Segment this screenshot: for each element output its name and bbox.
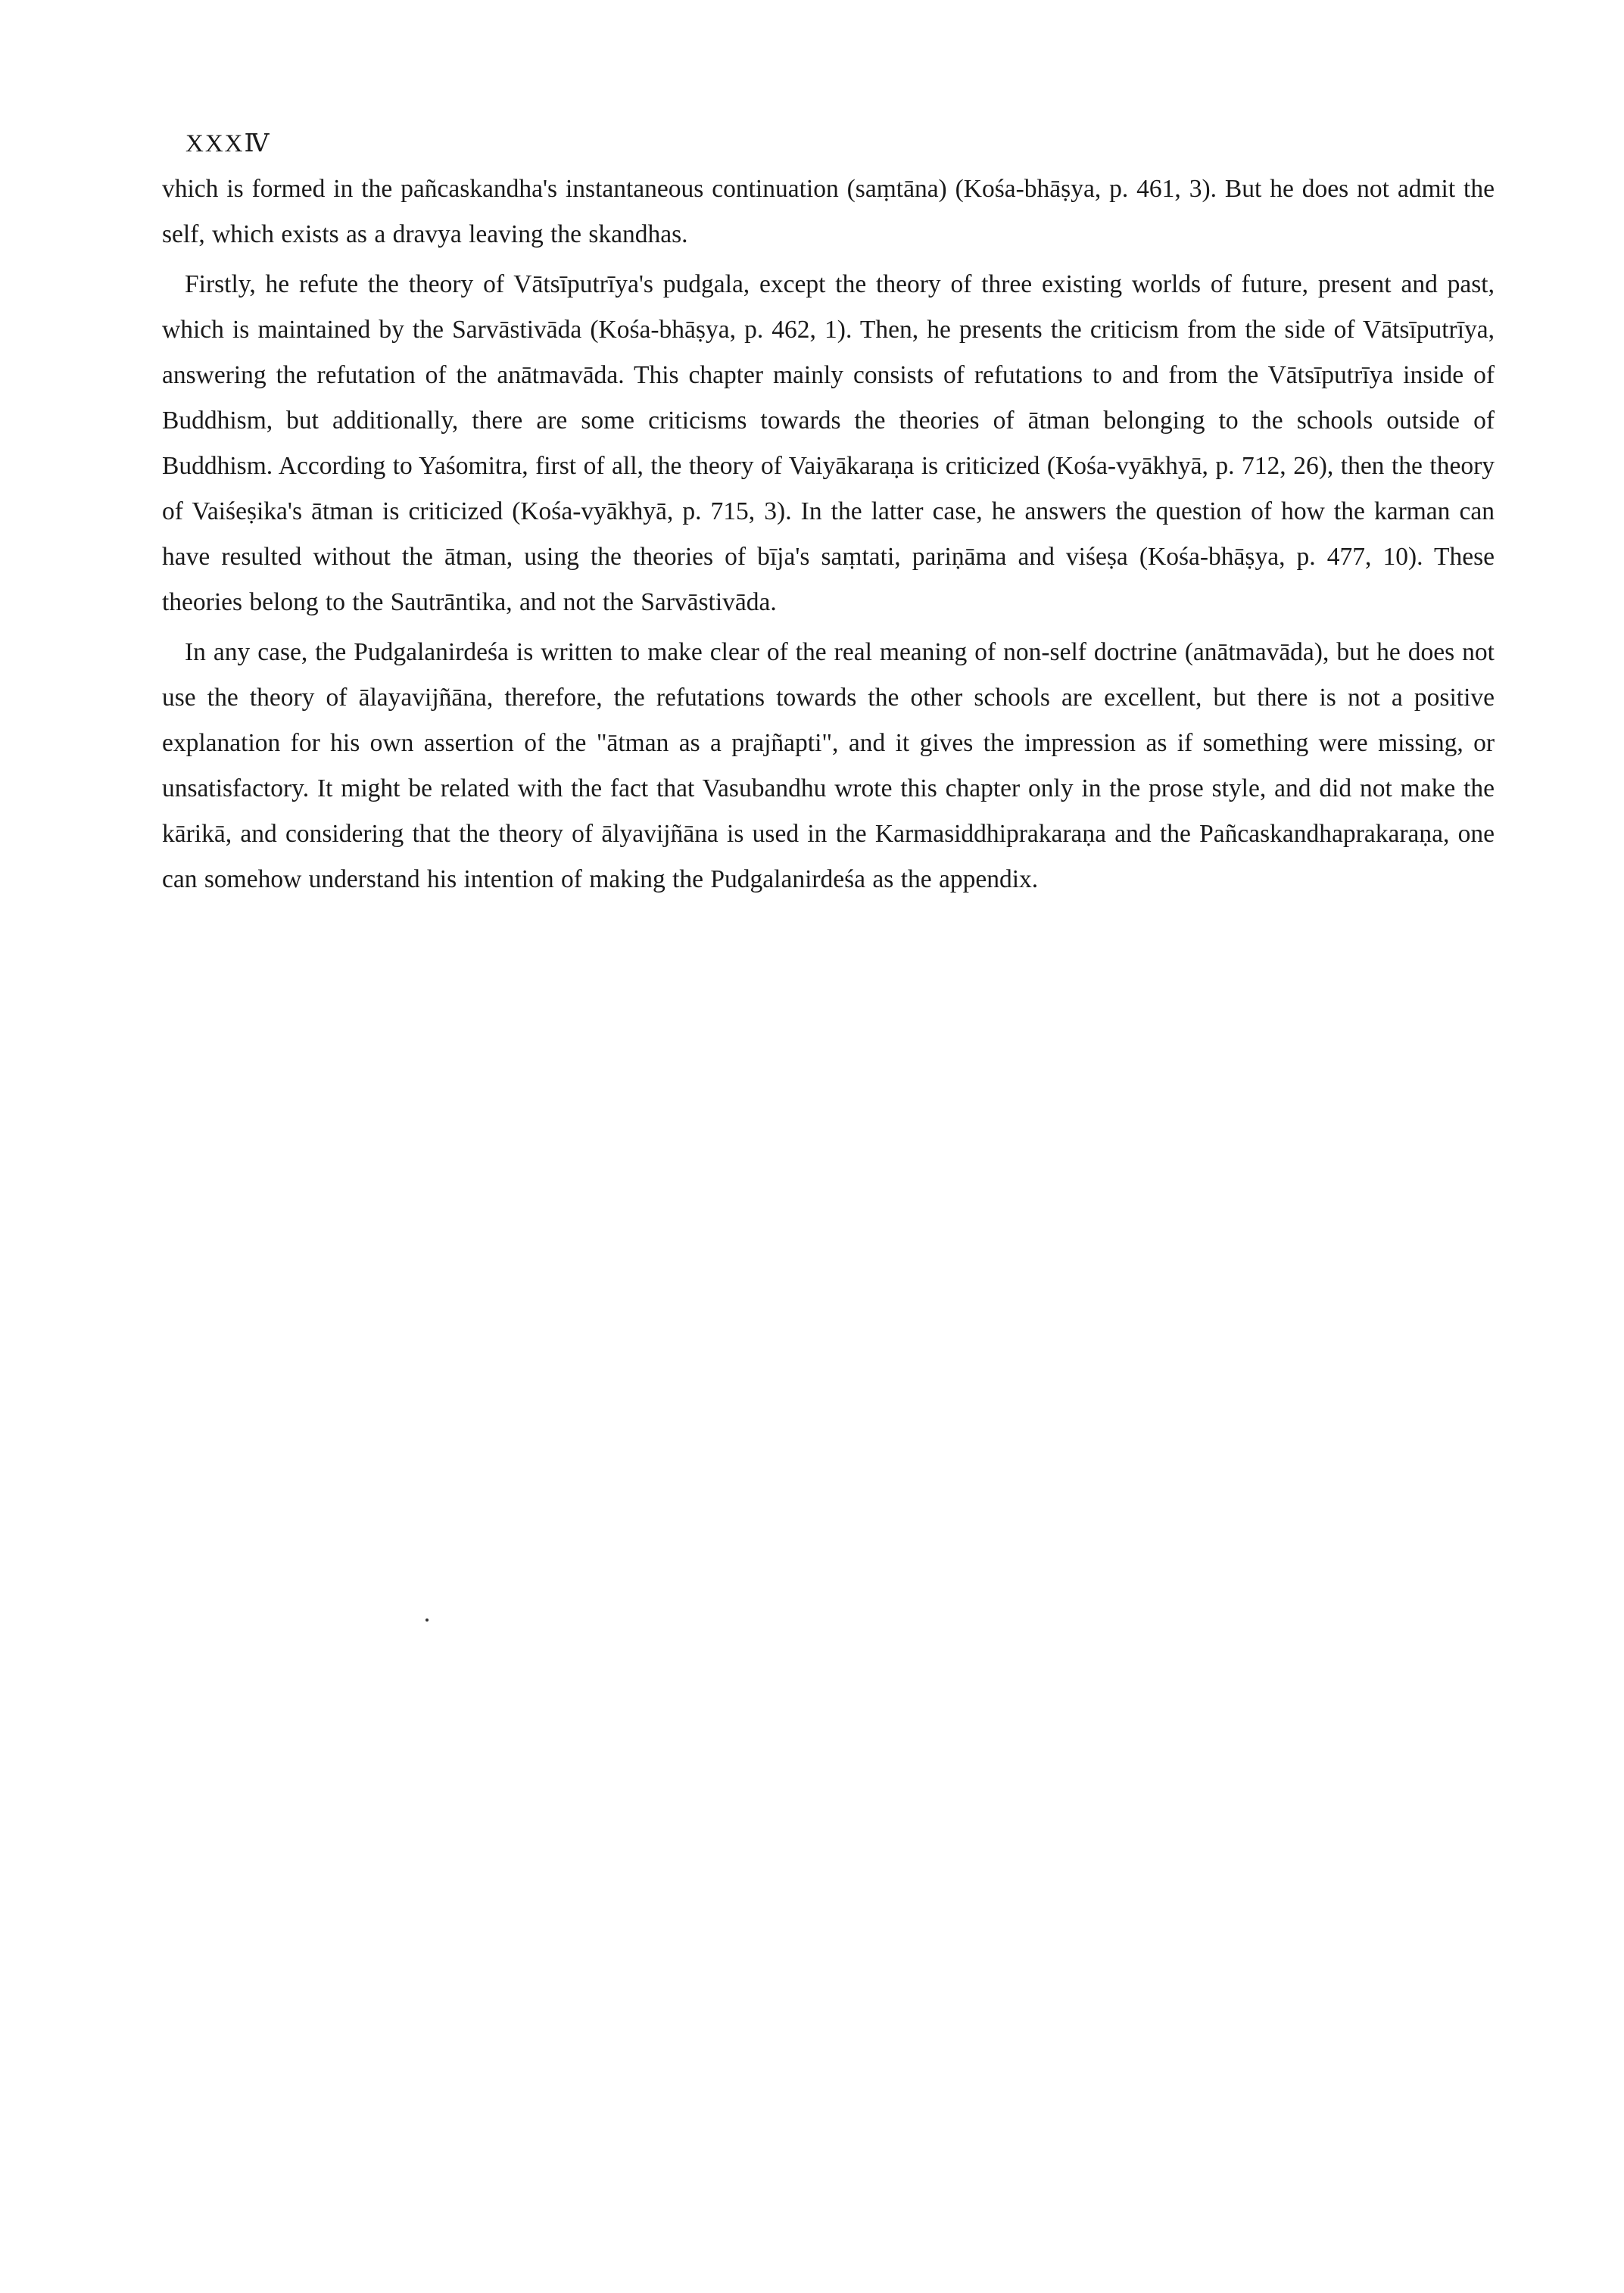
paragraph-refutation: Firstly, he refute the theory of Vātsīputrīya's pudgala, except the theory of three existing worlds of future, present and past, which is maintained by the Sarvāstivāda (Kośa-bhāṣya, p. 462, 1). Then, he presents the criticism from the side of Vātsīputrīya, answering the refutation of the anātmavāda. This chapter mainly consists of refutations to and from the Vātsīputrīya inside of Buddhism, but additionally, there are some criticisms towards the theories of ātman belonging to the schools outside of Buddhism. According to Yaśomitra, first of all, the theory of Vaiyākaraṇa is criticized (Kośa-vyākhyā, p. 712, 26), then the theory of Vaiśeṣika's ātman is criticized (Kośa-vyākhyā, p. 715, 3). In the latter case, he answers the question of how the karman can have resulted without the ātman, using the theories of bīja's saṃtati, pariṇāma and viśeṣa (Kośa-bhāṣya, p. 477, 10). These theories belong to the Sautrāntika, and not the Sarvāstivāda. bbox=[162, 270, 1495, 616]
body-text bbox=[162, 167, 1495, 907]
paragraph-conclusion: In any case, the Pudgalanirdeśa is written to make clear of the real meaning of non-self doctrine (anātmavāda), but he does not use the theory of ālayavijñāna, therefore, the refutations towards the other schools are excellent, but there is not a positive explanation for his own assertion of the "ātman as a prajñapti", and it gives the impression as if something were missing, or unsatisfactory. It might be related with the fact that Vasubandhu wrote this chapter only in the prose style, and did not make the kārikā, and considering that the theory of ālyavijñāna is used in the Karmasiddhiprakaraṇa and the Pañcaskandhaprakaraṇa, one can somehow understand his intention of making the Pudgalanirdeśa as the appendix. bbox=[162, 638, 1495, 893]
page-number: XXXⅣ bbox=[185, 130, 271, 157]
scan-speck bbox=[425, 1618, 429, 1622]
paragraph-continuation: vhich is formed in the pañcaskandha's instantaneous continuation (saṃtāna) (Kośa-bhāṣya, p. 461, 3). But he does not admit the self, which exists as a dravya leaving the skandhas. bbox=[162, 175, 1495, 248]
